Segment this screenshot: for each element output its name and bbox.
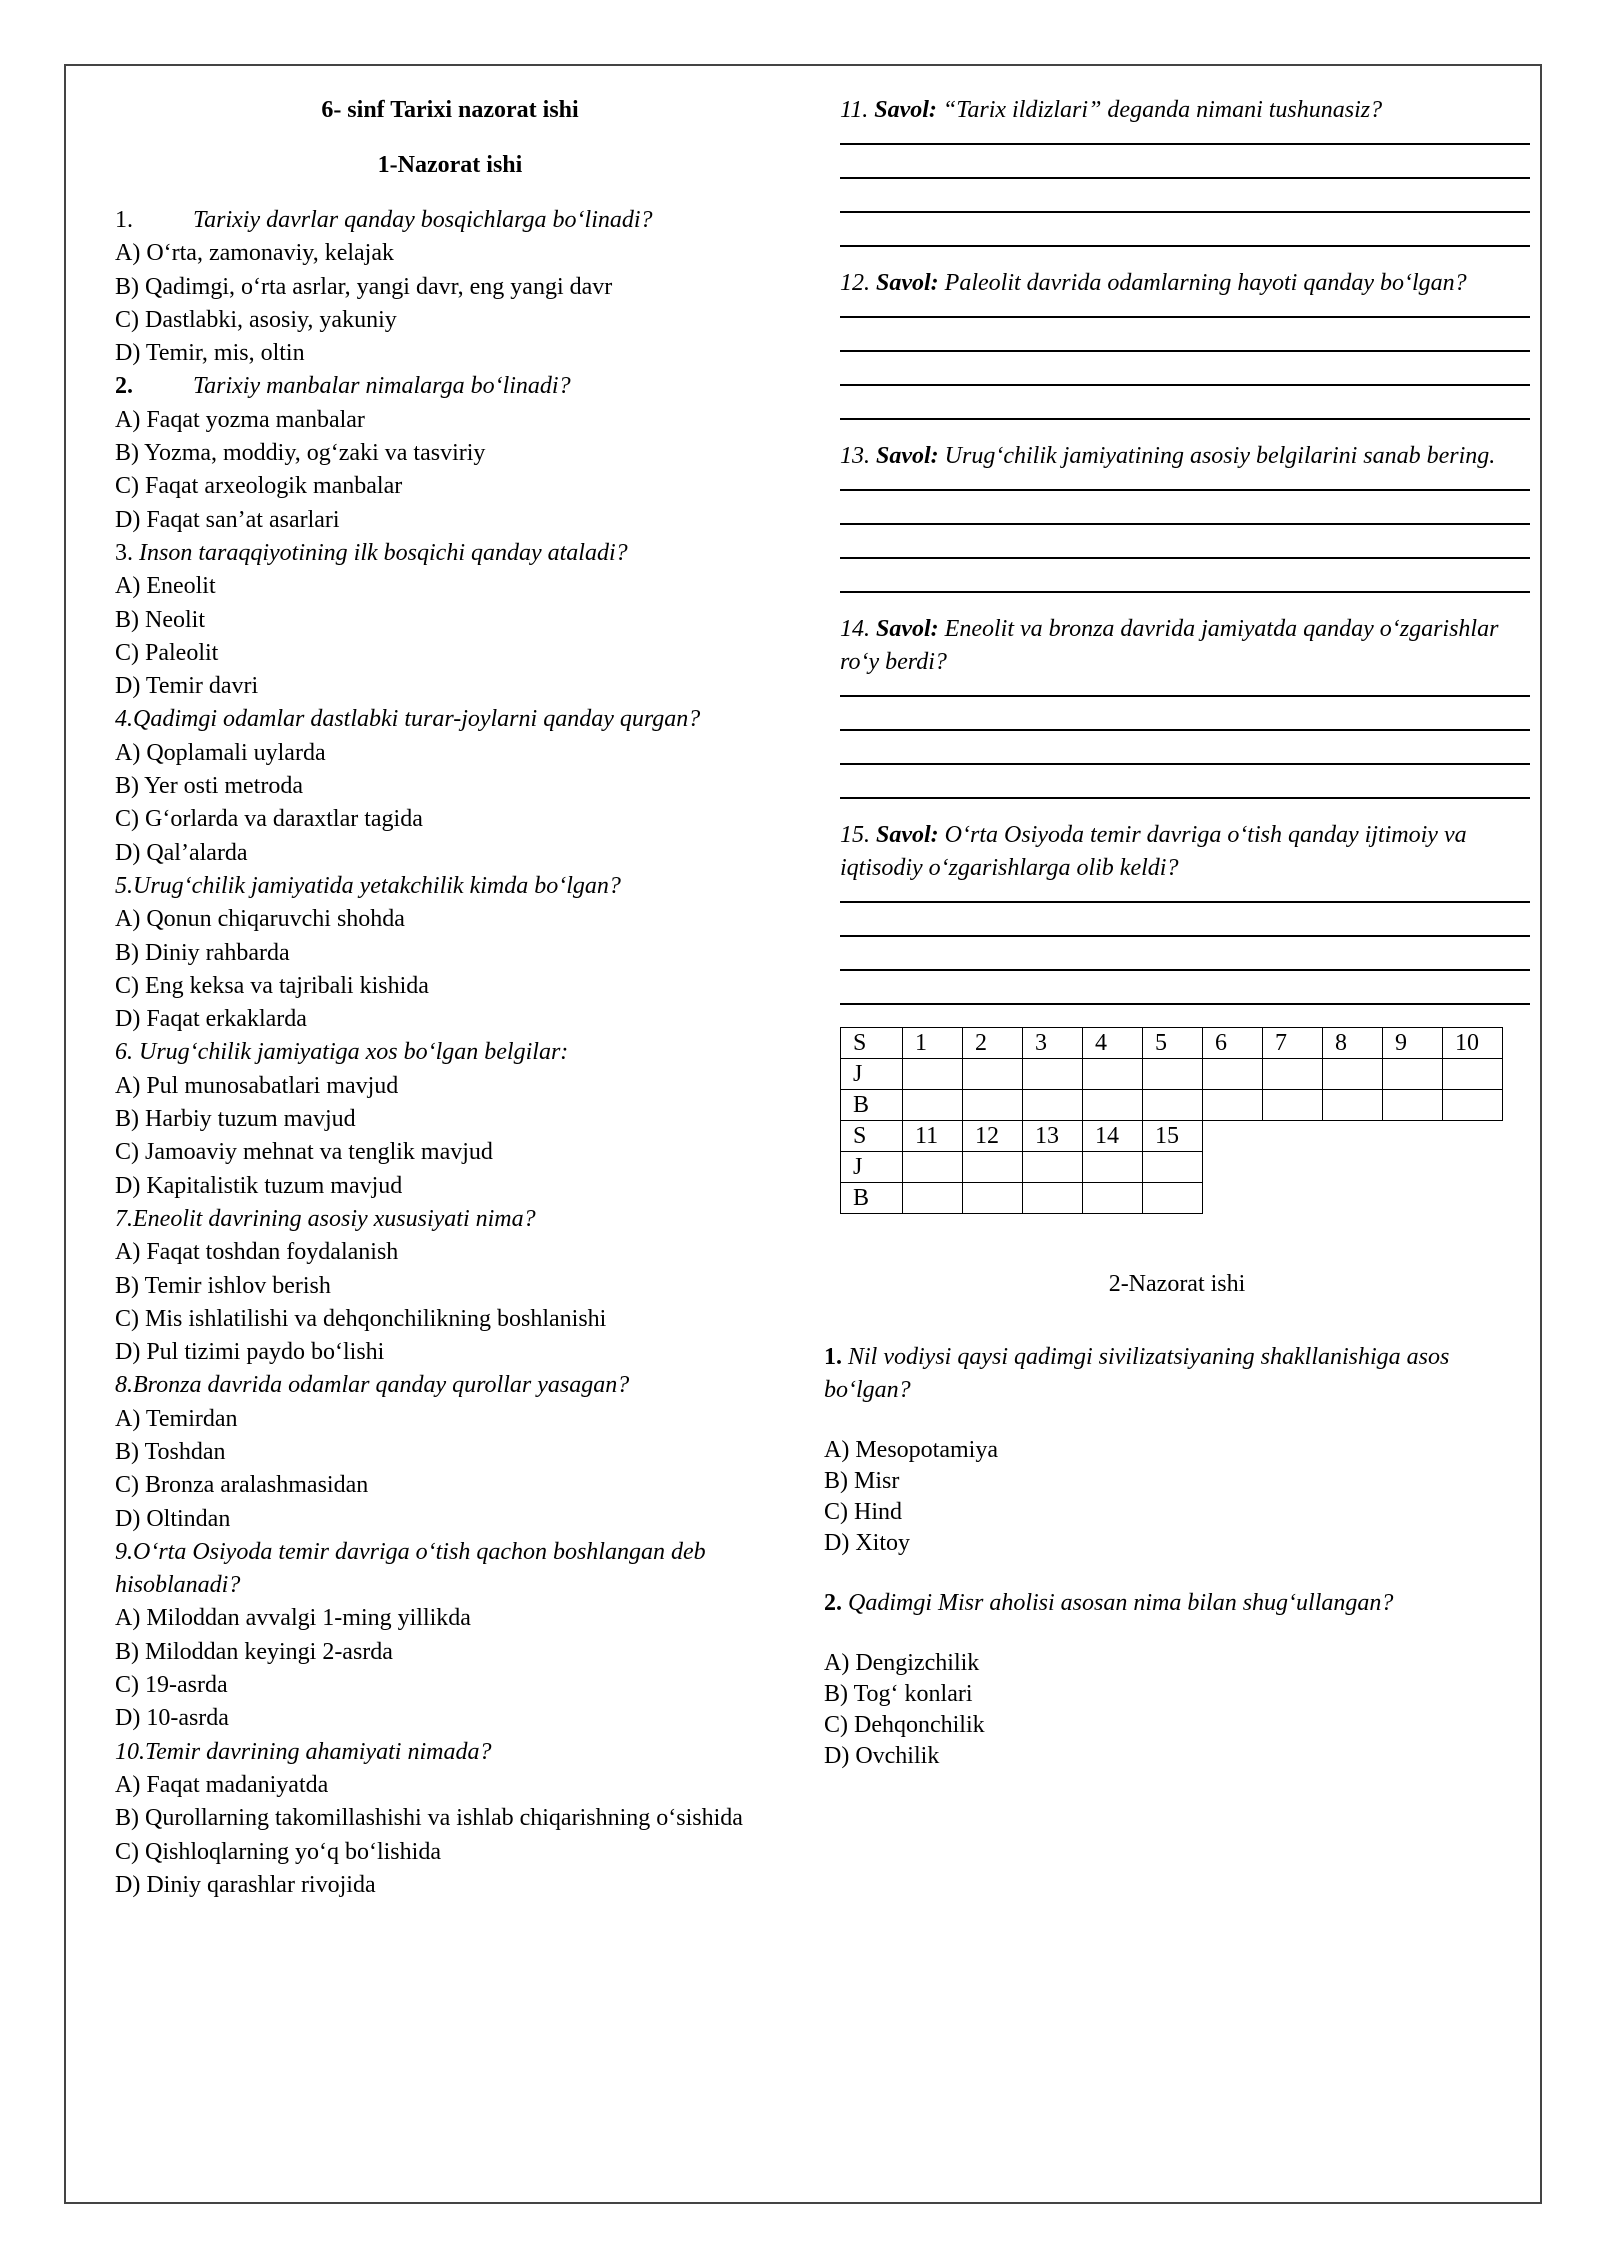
question-number: 9.	[115, 1538, 133, 1565]
grid-row-label: J	[841, 1059, 903, 1090]
option-a: A) Qoplamali uylarda	[115, 739, 326, 766]
question-number: 10.	[115, 1738, 145, 1765]
question-number: 7.	[115, 1205, 133, 1232]
option-d: D) Kapitalistik tuzum mavjud	[115, 1172, 403, 1199]
question-block	[115, 537, 785, 703]
grid-row-label: J	[841, 1152, 903, 1183]
second-question-1	[824, 1341, 1530, 1407]
answer-grid	[840, 1027, 1503, 1214]
grid-number: 15	[1143, 1121, 1203, 1152]
question-8	[115, 1369, 785, 1402]
grid-empty	[1383, 1121, 1443, 1152]
option-d: D) Qal’alarda	[115, 839, 248, 866]
grid-answer-cell[interactable]	[963, 1090, 1023, 1121]
answer-line[interactable]	[840, 679, 1530, 697]
grid-empty	[1383, 1183, 1443, 1214]
question-block	[115, 703, 785, 869]
question-number: 5.	[115, 872, 133, 899]
grid-number: 12	[963, 1121, 1023, 1152]
question-text: O‘rta Osiyoda temir davriga o‘tish qanday ijtimoiy va iqtisodiy o‘zgarishlarga olib keldi?	[840, 822, 1467, 881]
answer-line[interactable]	[840, 213, 1530, 247]
grid-empty	[1263, 1152, 1323, 1183]
option-b: B) Yer osti metroda	[115, 773, 303, 800]
grid-empty	[1323, 1121, 1383, 1152]
open-question-15	[840, 819, 1530, 1005]
option-b: B) Qurollarning takomillashishi va ishlab chiqarishning o‘sishida	[115, 1805, 743, 1832]
option-c: C) 19-asrda	[115, 1672, 228, 1699]
option-b: B) Toshdan	[115, 1438, 226, 1465]
option-b: B) Yozma, moddiy, og‘zaki va tasviriy	[115, 440, 486, 467]
question-text: Urug‘chilik jamiyatida yetakchilik kimda bo‘lgan?	[133, 872, 621, 899]
answer-line[interactable]	[840, 318, 1530, 352]
question-9	[115, 1536, 785, 1603]
question-10	[115, 1736, 785, 1769]
question-number: 3.	[115, 539, 133, 566]
option-a: A) O‘rta, zamonaviy, kelajak	[115, 240, 394, 267]
option-a: A) Dengizchilik	[824, 1650, 980, 1677]
spacer	[840, 1559, 1530, 1587]
grid-answer-cell[interactable]	[1083, 1183, 1143, 1214]
option-c: C) Dehqonchilik	[824, 1712, 985, 1739]
grid-empty	[1203, 1152, 1263, 1183]
grid-answer-cell[interactable]	[1263, 1059, 1323, 1090]
grid-answer-cell[interactable]	[903, 1090, 963, 1121]
grid-row-b	[841, 1090, 1503, 1121]
option-b: B) Misr	[824, 1468, 900, 1495]
grid-number: 6	[1203, 1028, 1263, 1059]
question-number: 2.	[824, 1590, 842, 1617]
savol-label: Savol:	[876, 443, 939, 469]
question-7	[115, 1203, 785, 1236]
option-c: C) Bronza aralashmasidan	[115, 1472, 369, 1499]
question-number: 15.	[840, 822, 870, 848]
grid-empty	[1323, 1152, 1383, 1183]
grid-number: 2	[963, 1028, 1023, 1059]
question-block	[115, 1369, 785, 1535]
grid-answer-cell[interactable]	[1203, 1090, 1263, 1121]
grid-answer-cell[interactable]	[1323, 1059, 1383, 1090]
option-c: C) Dastlabki, asosiy, yakuniy	[115, 306, 397, 333]
grid-answer-cell[interactable]	[903, 1183, 963, 1214]
question-block	[115, 1036, 785, 1202]
open-question-text	[840, 440, 1530, 473]
option-a: A) Qonun chiqaruvchi shohda	[115, 906, 405, 933]
grid-row-j	[841, 1059, 1503, 1090]
option-b: B) Harbiy tuzum mavjud	[115, 1106, 356, 1133]
question-block	[115, 370, 785, 536]
open-question-text	[840, 94, 1530, 127]
grid-answer-cell[interactable]	[1083, 1090, 1143, 1121]
open-question-11	[840, 94, 1530, 247]
question-text: Tarixiy davrlar qanday bosqichlarga bo‘linadi?	[193, 207, 653, 233]
grid-row-label: S	[841, 1028, 903, 1059]
grid-answer-cell[interactable]	[1383, 1059, 1443, 1090]
grid-empty	[1443, 1183, 1503, 1214]
option-a: A) Miloddan avvalgi 1-ming yillikda	[115, 1605, 471, 1632]
option-d: D) Ovchilik	[824, 1743, 940, 1770]
question-number: 6.	[115, 1039, 133, 1066]
grid-answer-cell[interactable]	[1143, 1152, 1203, 1183]
question-block	[115, 1536, 785, 1736]
option-d: D) Oltindan	[115, 1505, 231, 1532]
grid-row-label: S	[841, 1121, 903, 1152]
question-text: Eneolit davrining asosiy xususiyati nima?	[133, 1205, 536, 1232]
question-number: 4.	[115, 706, 133, 733]
grid-number: 8	[1323, 1028, 1383, 1059]
grid-empty	[1203, 1183, 1263, 1214]
answer-line[interactable]	[840, 127, 1530, 145]
grid-answer-cell[interactable]	[1143, 1183, 1203, 1214]
question-block	[115, 204, 785, 370]
grid-answer-cell[interactable]	[963, 1183, 1023, 1214]
question-number: 2.	[115, 373, 133, 400]
question-text: Eneolit va bronza davrida jamiyatda qanday o‘zgarishlar ro‘y berdi?	[840, 616, 1499, 675]
option-a: A) Temirdan	[115, 1405, 238, 1432]
option-a: A) Faqat yozma manbalar	[115, 406, 365, 433]
grid-number: 4	[1083, 1028, 1143, 1059]
option-c: C) Mis ishlatilishi va dehqonchilikning boshlanishi	[115, 1305, 607, 1332]
grid-number: 14	[1083, 1121, 1143, 1152]
grid-answer-cell[interactable]	[1083, 1152, 1143, 1183]
question-block	[115, 1203, 785, 1369]
grid-answer-cell[interactable]	[903, 1059, 963, 1090]
option-c: C) Hind	[824, 1499, 902, 1526]
question-2	[115, 370, 785, 403]
open-question-13	[840, 440, 1530, 593]
open-question-12	[840, 267, 1530, 420]
question-4	[115, 703, 785, 736]
question-text: Qadimgi Misr aholisi asosan nima bilan shug‘ullangan?	[848, 1590, 1394, 1617]
answer-line[interactable]	[840, 525, 1530, 559]
grid-answer-cell[interactable]	[963, 1059, 1023, 1090]
grid-empty	[1263, 1121, 1323, 1152]
savol-label: Savol:	[874, 97, 937, 123]
grid-answer-cell[interactable]	[1023, 1152, 1083, 1183]
grid-answer-cell[interactable]	[1383, 1090, 1443, 1121]
question-text: Urug‘chilik jamiyatining asosiy belgilarini sanab bering.	[944, 443, 1496, 469]
grid-answer-cell[interactable]	[1143, 1090, 1203, 1121]
grid-answer-cell[interactable]	[1203, 1059, 1263, 1090]
grid-empty	[1443, 1152, 1503, 1183]
grid-empty	[1203, 1121, 1263, 1152]
grid-answer-cell[interactable]	[903, 1152, 963, 1183]
option-c: C) Jamoaviy mehnat va tenglik mavjud	[115, 1139, 493, 1166]
option-d: D) Pul tizimi paydo bo‘lishi	[115, 1339, 385, 1366]
grid-number: 5	[1143, 1028, 1203, 1059]
second-question-2	[824, 1587, 1530, 1620]
option-d: D) Temir davri	[115, 673, 259, 700]
answer-line[interactable]	[840, 937, 1530, 971]
grid-answer-cell[interactable]	[1443, 1090, 1503, 1121]
option-b: B) Neolit	[115, 606, 205, 633]
savol-label: Savol:	[876, 822, 939, 848]
grid-number: 11	[903, 1121, 963, 1152]
grid-row-label: B	[841, 1183, 903, 1214]
grid-number: 3	[1023, 1028, 1083, 1059]
grid-empty	[1383, 1152, 1443, 1183]
option-d: D) Xitoy	[824, 1530, 910, 1557]
option-c: C) Eng keksa va tajribali kishida	[115, 972, 429, 999]
question-number: 1.	[115, 207, 133, 233]
question-5	[115, 870, 785, 903]
option-d: D) Faqat san’at asarlari	[115, 506, 340, 533]
question-6	[115, 1036, 785, 1069]
option-c: C) Paleolit	[115, 639, 219, 666]
answer-line[interactable]	[840, 473, 1530, 491]
grid-answer-cell[interactable]	[1323, 1090, 1383, 1121]
answer-line[interactable]	[840, 903, 1530, 937]
answer-line[interactable]	[840, 559, 1530, 593]
open-question-text	[840, 267, 1530, 300]
question-number: 14.	[840, 616, 870, 642]
savol-label: Savol:	[876, 270, 939, 296]
answer-line[interactable]	[840, 885, 1530, 903]
grid-number: 7	[1263, 1028, 1323, 1059]
question-number: 12.	[840, 270, 870, 296]
grid-answer-cell[interactable]	[1023, 1183, 1083, 1214]
option-a: A) Mesopotamiya	[824, 1437, 998, 1464]
question-number: 1.	[824, 1344, 842, 1371]
right-column	[824, 94, 1530, 1772]
question-text: O‘rta Osiyoda temir davriga o‘tish qachon boshlangan deb hisoblanadi?	[115, 1538, 706, 1599]
test-title: 6- sinf Tarixi nazorat ishi	[321, 97, 579, 123]
option-b: B) Diniy rahbarda	[115, 939, 290, 966]
test-subtitle: 1-Nazorat ishi	[377, 152, 523, 178]
grid-answer-cell[interactable]	[1023, 1059, 1083, 1090]
question-text: Bronza davrida odamlar qanday qurollar yasagan?	[133, 1372, 630, 1399]
answer-line[interactable]	[840, 179, 1530, 213]
question-text: Inson taraqqiyotining ilk bosqichi qanday ataladi?	[139, 539, 628, 566]
answer-line[interactable]	[840, 300, 1530, 318]
question-number: 11.	[840, 97, 869, 123]
open-question-text	[840, 613, 1530, 679]
option-a: A) Faqat toshdan foydalanish	[115, 1239, 399, 1266]
option-d: D) Diniy qarashlar rivojida	[115, 1871, 376, 1898]
question-text: Urug‘chilik jamiyatiga xos bo‘lgan belgilar:	[139, 1039, 569, 1066]
question-block	[115, 1736, 785, 1902]
grid-answer-cell[interactable]	[1143, 1059, 1203, 1090]
answer-line[interactable]	[840, 386, 1530, 420]
answer-line[interactable]	[840, 352, 1530, 386]
open-question-14	[840, 613, 1530, 799]
grid-row-label: B	[841, 1090, 903, 1121]
option-b: B) Tog‘ konlari	[824, 1681, 973, 1708]
option-a: A) Pul munosabatlari mavjud	[115, 1072, 399, 1099]
option-d: D) Temir, mis, oltin	[115, 340, 305, 367]
answer-line[interactable]	[840, 697, 1530, 731]
question-text: Temir davrining ahamiyati nimada?	[145, 1738, 492, 1765]
grid-empty	[1443, 1121, 1503, 1152]
option-d: D) Faqat erkaklarda	[115, 1006, 307, 1033]
option-c: C) G‘orlarda va daraxtlar tagida	[115, 806, 423, 833]
left-column	[115, 94, 785, 1902]
grid-answer-cell[interactable]	[963, 1152, 1023, 1183]
answer-line[interactable]	[840, 491, 1530, 525]
answer-line[interactable]	[840, 145, 1530, 179]
grid-number: 10	[1443, 1028, 1503, 1059]
grid-answer-cell[interactable]	[1263, 1090, 1323, 1121]
question-number: 8.	[115, 1372, 133, 1399]
grid-row-s	[841, 1028, 1503, 1059]
grid-number: 1	[903, 1028, 963, 1059]
option-b: B) Temir ishlov berish	[115, 1272, 331, 1299]
option-c: C) Faqat arxeologik manbalar	[115, 473, 403, 500]
grid-row-s-2	[841, 1121, 1503, 1152]
grid-answer-cell[interactable]	[1083, 1059, 1143, 1090]
option-d: D) 10-asrda	[115, 1705, 229, 1732]
question-3	[115, 537, 785, 570]
grid-number: 13	[1023, 1121, 1083, 1152]
answer-line[interactable]	[840, 971, 1530, 1005]
grid-answer-cell[interactable]	[1023, 1090, 1083, 1121]
question-text: Qadimgi odamlar dastlabki turar-joylarni qanday qurgan?	[133, 706, 701, 733]
question-1	[115, 204, 785, 237]
grid-answer-cell[interactable]	[1443, 1059, 1503, 1090]
option-a: A) Eneolit	[115, 573, 216, 600]
question-number: 13.	[840, 443, 870, 469]
answer-line[interactable]	[840, 731, 1530, 765]
option-b: B) Miloddan keyingi 2-asrda	[115, 1638, 393, 1665]
grid-empty	[1263, 1183, 1323, 1214]
grid-row-b-2	[841, 1183, 1503, 1214]
answer-line[interactable]	[840, 765, 1530, 799]
question-text: “Tarix ildizlari” deganda nimani tushunasiz?	[942, 97, 1383, 123]
second-test-title: 2-Nazorat ishi	[1108, 1271, 1246, 1297]
question-text: Tarixiy manbalar nimalarga bo‘linadi?	[193, 373, 571, 400]
option-b: B) Qadimgi, o‘rta asrlar, yangi davr, eng yangi davr	[115, 273, 613, 300]
savol-label: Savol:	[876, 616, 939, 642]
question-block	[115, 870, 785, 1036]
option-a: A) Faqat madaniyatda	[115, 1771, 329, 1798]
grid-empty	[1323, 1183, 1383, 1214]
question-text: Nil vodiysi qaysi qadimgi sivilizatsiyaning shakllanishiga asos bo‘lgan?	[824, 1344, 1450, 1404]
grid-number: 9	[1383, 1028, 1443, 1059]
question-text: Paleolit davrida odamlarning hayoti qanday bo‘lgan?	[944, 270, 1467, 296]
option-c: C) Qishloqlarning yo‘q bo‘lishida	[115, 1838, 441, 1865]
grid-row-j-2	[841, 1152, 1503, 1183]
open-question-text	[840, 819, 1530, 885]
